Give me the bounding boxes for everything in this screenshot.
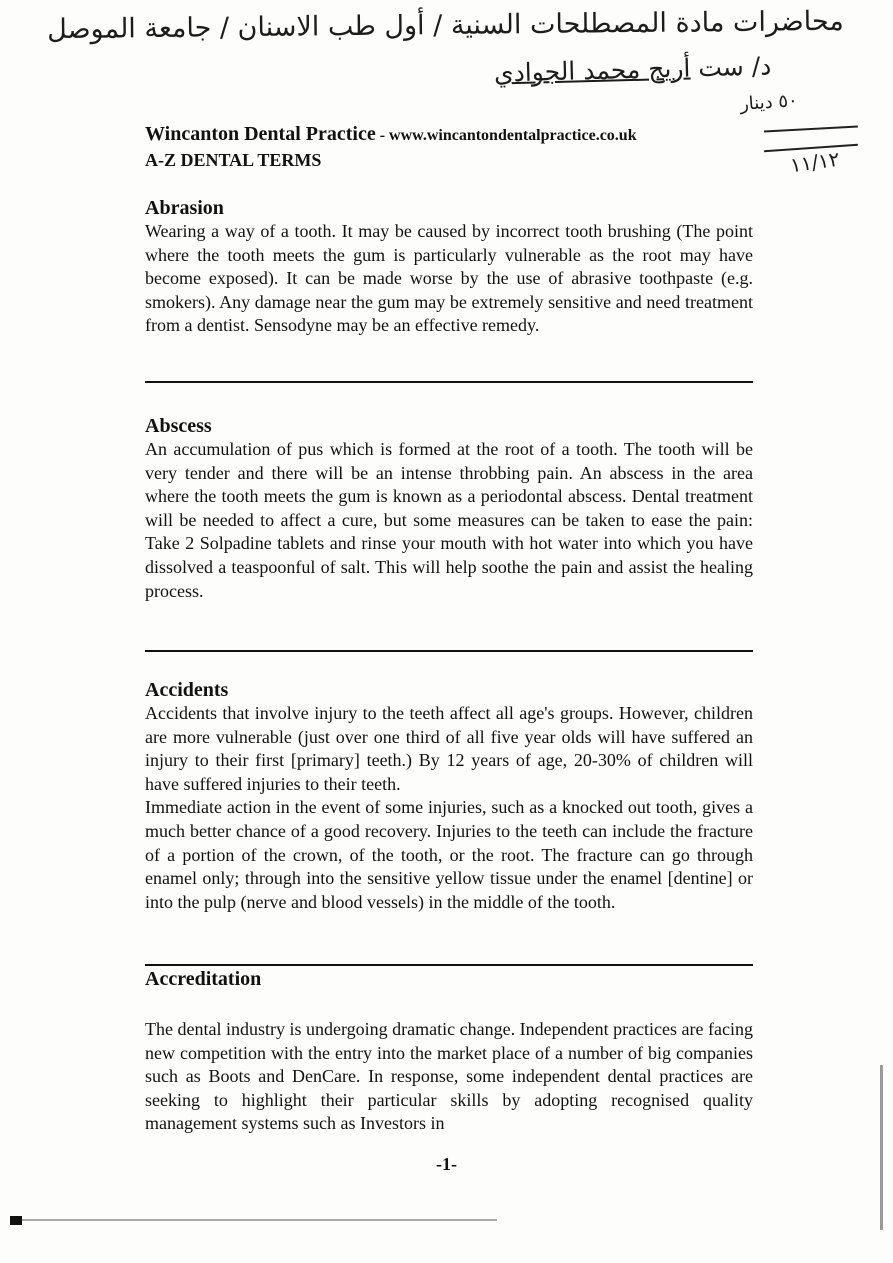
entry-abscess <box>145 414 753 603</box>
section-divider <box>145 964 753 966</box>
entry-title: Abrasion <box>145 197 224 219</box>
header-line <box>145 121 785 147</box>
entry-accidents <box>145 678 753 914</box>
entry-body: Accidents that involve injury to the teeth affect all age's groups. However, children are more vulnerable (just over one third of all five year olds will have suffered an injury to their first [primary] teeth.) By 12 years of age, 20-30% of children will have suffered injuries to their teeth. <box>145 703 753 794</box>
section-divider <box>145 650 753 652</box>
scan-edge-bottom <box>10 1213 510 1225</box>
entry-body: An accumulation of pus which is formed at the root of a tooth. The tooth will be very tender and there will be an intense throbbing pain. An abscess in the area where the tooth meets the gum is known as a periodontal abscess. Dental treatment will be needed to affect a cure, but some measures can be taken to ease the pain: Take 2 Solpadine tablets and rinse your mouth with hot water into which you have dissolved a teaspoonful of salt. This will help soothe the pain and assist the healing process. <box>145 439 753 601</box>
entry-abrasion <box>145 196 753 338</box>
entry-title: Accidents <box>145 679 229 701</box>
entry-body-continued: Immediate action in the event of some injuries, such as a knocked out tooth, gives a much better chance of a good recovery. Injuries to the teeth can include the fracture of a portion of the crown, of the tooth, or the root. The fracture can go through enamel only; through into the sensitive yellow tissue under the enamel [dentine] or into the pulp (nerve and blood vessels) in the middle of the tooth. <box>145 797 753 912</box>
handwritten-lecturer-name: أريج محمد الجوادي <box>493 53 691 88</box>
handwritten-lecturer-prefix: د/ ست <box>689 51 772 83</box>
document-title: A-Z DENTAL TERMS <box>145 150 322 170</box>
handwritten-date: ١١/١٢ <box>788 146 842 178</box>
entry-title: Accreditation <box>145 968 262 990</box>
handwritten-note-title: محاضرات مادة المصطلحات السنية / أول طب الاسنان / جامعة الموصل <box>47 5 844 46</box>
entry-body: The dental industry is undergoing dramatic change. Independent practices are facing new competition with the entry into the market place of a number of big companies such as Boots and DenCare. In response, some independent dental practices are seeking to highlight their particular skills by adopting recognised quality management systems such as Investors in <box>145 1019 753 1134</box>
entry-body: Wearing a way of a tooth. It may be caused by incorrect tooth brushing (The point where the tooth meets the gum is particularly vulnerable as the root may have become exposed). It can be made worse by the use of abrasive toothpaste (e.g. smokers). Any damage near the gum may be extremely sensitive and need treatment from a dentist. Sensodyne may be an effective remedy. <box>145 221 753 336</box>
document-header <box>145 121 785 173</box>
handwritten-note-lecturer <box>493 51 771 87</box>
practice-name: Wincanton Dental Practice <box>145 123 376 145</box>
section-divider <box>145 381 753 383</box>
practice-url: www.wincantondentalpractice.co.uk <box>389 127 637 144</box>
handwritten-price-note: ٥٠ دينار <box>739 90 799 115</box>
entry-title: Abscess <box>145 415 212 437</box>
scan-edge-mark <box>10 1216 22 1225</box>
page-number: -1- <box>436 1154 457 1174</box>
scan-edge-line <box>22 1219 497 1221</box>
scan-edge-right <box>880 1065 883 1230</box>
entry-accreditation <box>145 967 753 1136</box>
header-separator: - <box>375 127 390 144</box>
